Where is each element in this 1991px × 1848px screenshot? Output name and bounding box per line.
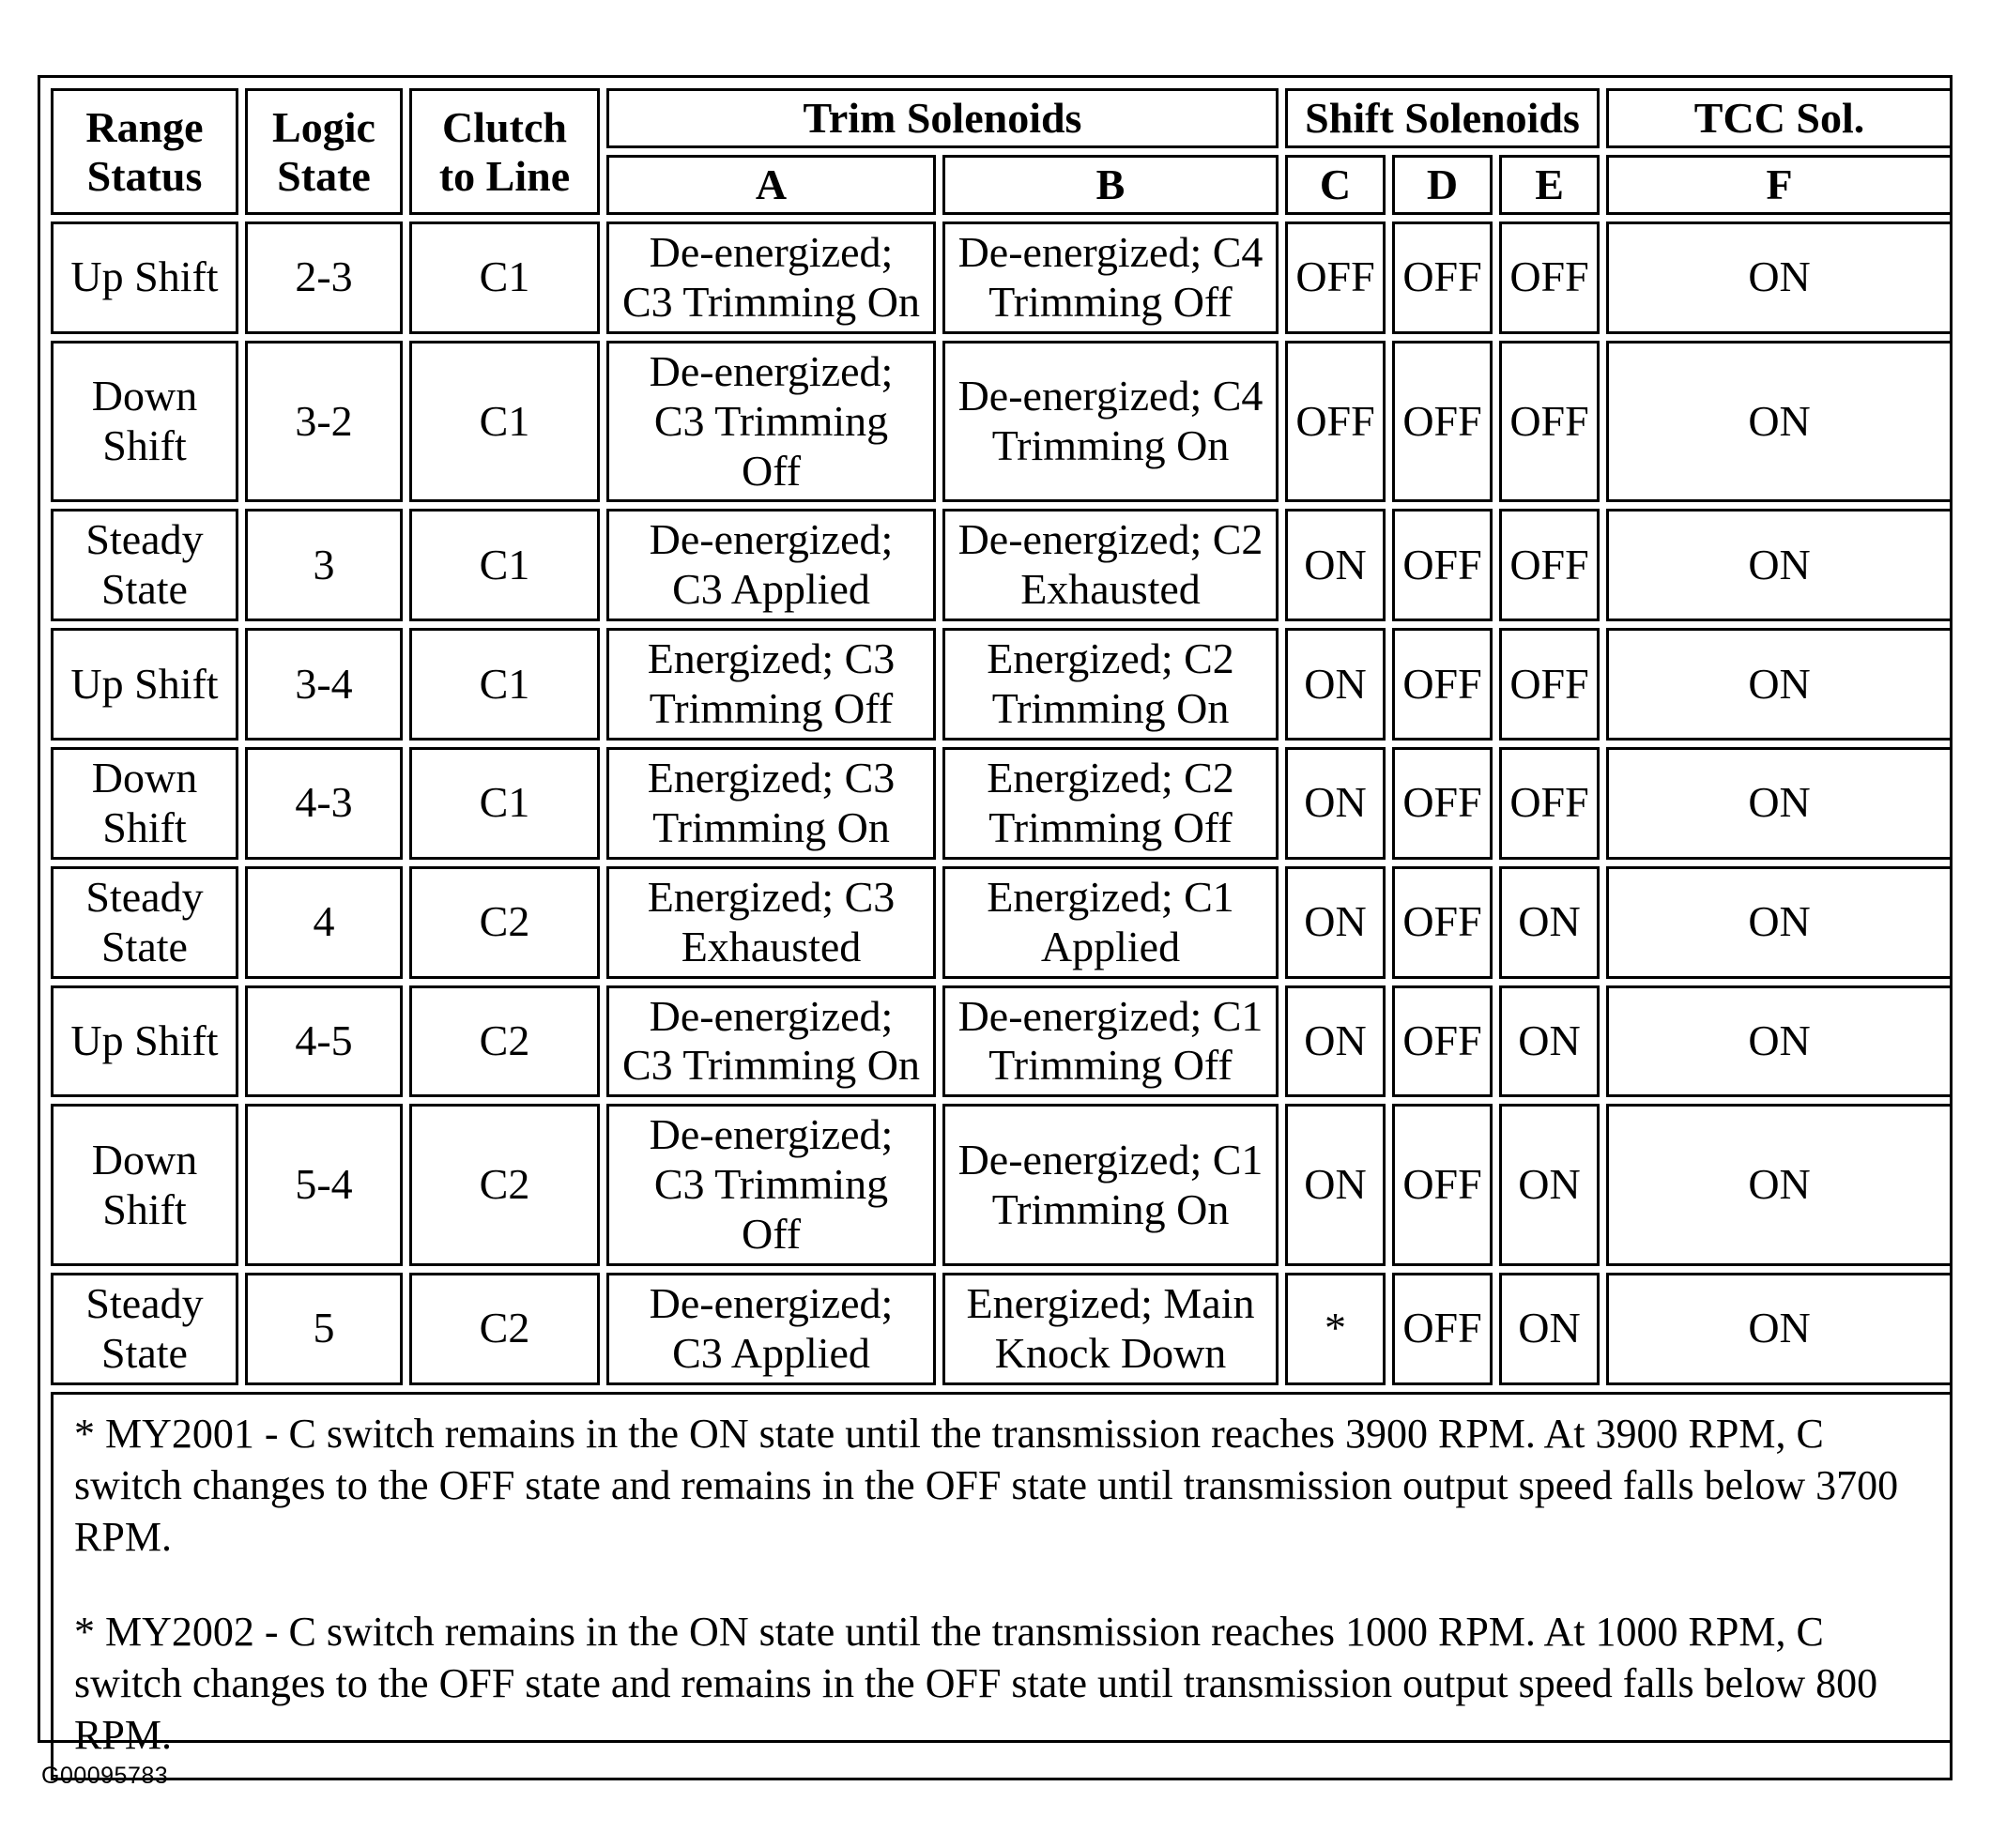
cell-shift-e: ON xyxy=(1499,866,1600,979)
cell-shift-d: OFF xyxy=(1392,747,1493,860)
cell-tcc-f: ON xyxy=(1606,985,1953,1098)
solenoid-state-table xyxy=(44,82,1959,1787)
cell-trim-a: De-energized; C3 Trimming On xyxy=(606,985,936,1098)
cell-shift-d: OFF xyxy=(1392,1104,1493,1266)
header-tcc-f: F xyxy=(1606,155,1953,215)
cell-logic-state: 4-3 xyxy=(245,747,403,860)
header-shift-d: D xyxy=(1392,155,1493,215)
table-row xyxy=(51,747,1953,860)
solenoid-table-frame xyxy=(38,75,1953,1758)
cell-range-status: Up Shift xyxy=(51,221,238,334)
cell-trim-b: De-energized; C2 Exhausted xyxy=(942,509,1279,621)
cell-logic-state: 2-3 xyxy=(245,221,403,334)
cell-trim-a: Energized; C3 Trimming On xyxy=(606,747,936,860)
cell-shift-e: ON xyxy=(1499,1104,1600,1266)
cell-trim-b: De-energized; C4 Trimming Off xyxy=(942,221,1279,334)
cell-shift-e: ON xyxy=(1499,985,1600,1098)
table-row xyxy=(51,1104,1953,1266)
table-row xyxy=(51,866,1953,979)
cell-shift-d: OFF xyxy=(1392,1273,1493,1385)
table-row xyxy=(51,221,1953,334)
header-shift-solenoids: Shift Solenoids xyxy=(1285,88,1600,148)
figure-code: G00095783 xyxy=(41,1763,169,1789)
cell-shift-c: ON xyxy=(1285,866,1386,979)
cell-tcc-f: ON xyxy=(1606,1273,1953,1385)
table-row xyxy=(51,509,1953,621)
header-clutch-to-line: Clutch to Line xyxy=(409,88,600,215)
header-logic-state: Logic State xyxy=(245,88,403,215)
header-trim-a: A xyxy=(606,155,936,215)
header-tcc-sol: TCC Sol. xyxy=(1606,88,1953,148)
header-range-status: Range Status xyxy=(51,88,238,215)
cell-tcc-f: ON xyxy=(1606,628,1953,741)
cell-range-status: Up Shift xyxy=(51,985,238,1098)
table-row xyxy=(51,1273,1953,1385)
cell-trim-b: Energized; C2 Trimming On xyxy=(942,628,1279,741)
header-trim-b: B xyxy=(942,155,1279,215)
cell-clutch-to-line: C2 xyxy=(409,866,600,979)
cell-shift-e: OFF xyxy=(1499,628,1600,741)
cell-trim-a: Energized; C3 Exhausted xyxy=(606,866,936,979)
cell-shift-c: ON xyxy=(1285,628,1386,741)
cell-trim-a: De-energized; C3 Applied xyxy=(606,1273,936,1385)
cell-shift-e: ON xyxy=(1499,1273,1600,1385)
cell-tcc-f: ON xyxy=(1606,509,1953,621)
cell-clutch-to-line: C1 xyxy=(409,628,600,741)
cell-shift-c: ON xyxy=(1285,1104,1386,1266)
cell-trim-b: De-energized; C4 Trimming On xyxy=(942,341,1279,503)
cell-shift-d: OFF xyxy=(1392,221,1493,334)
table-row xyxy=(51,628,1953,741)
cell-range-status: Steady State xyxy=(51,866,238,979)
note-my2001: * MY2001 - C switch remains in the ON state until the transmission reaches 3900 RPM. At 3900 RPM, C switch changes to the OFF state and remains in the OFF state until transmission output speed falls below 3700 RPM. xyxy=(74,1410,1899,1560)
cell-shift-c: ON xyxy=(1285,985,1386,1098)
cell-range-status: Down Shift xyxy=(51,747,238,860)
cell-trim-a: De-energized; C3 Trimming Off xyxy=(606,1104,936,1266)
cell-tcc-f: ON xyxy=(1606,866,1953,979)
cell-logic-state: 4-5 xyxy=(245,985,403,1098)
cell-trim-a: De-energized; C3 Trimming Off xyxy=(606,341,936,503)
cell-shift-e: OFF xyxy=(1499,747,1600,860)
cell-clutch-to-line: C2 xyxy=(409,1273,600,1385)
cell-logic-state: 3 xyxy=(245,509,403,621)
note-my2002: * MY2002 - C switch remains in the ON state until the transmission reaches 1000 RPM. At 1000 RPM, C switch changes to the OFF state and remains in the OFF state until transmission output speed falls below 800 RPM. xyxy=(74,1608,1878,1758)
cell-clutch-to-line: C1 xyxy=(409,341,600,503)
cell-trim-a: Energized; C3 Trimming Off xyxy=(606,628,936,741)
cell-shift-c: ON xyxy=(1285,509,1386,621)
cell-clutch-to-line: C2 xyxy=(409,1104,600,1266)
cell-range-status: Up Shift xyxy=(51,628,238,741)
cell-range-status: Down Shift xyxy=(51,1104,238,1266)
cell-shift-d: OFF xyxy=(1392,866,1493,979)
cell-shift-c: OFF xyxy=(1285,341,1386,503)
cell-range-status: Steady State xyxy=(51,1273,238,1385)
cell-clutch-to-line: C1 xyxy=(409,221,600,334)
cell-shift-d: OFF xyxy=(1392,985,1493,1098)
cell-shift-e: OFF xyxy=(1499,221,1600,334)
cell-logic-state: 3-2 xyxy=(245,341,403,503)
cell-logic-state: 5 xyxy=(245,1273,403,1385)
cell-shift-c: * xyxy=(1285,1273,1386,1385)
cell-logic-state: 3-4 xyxy=(245,628,403,741)
cell-shift-d: OFF xyxy=(1392,628,1493,741)
header-shift-e: E xyxy=(1499,155,1600,215)
cell-tcc-f: ON xyxy=(1606,747,1953,860)
cell-trim-a: De-energized; C3 Trimming On xyxy=(606,221,936,334)
header-shift-c: C xyxy=(1285,155,1386,215)
cell-clutch-to-line: C1 xyxy=(409,747,600,860)
cell-range-status: Down Shift xyxy=(51,341,238,503)
cell-tcc-f: ON xyxy=(1606,1104,1953,1266)
header-trim-solenoids: Trim Solenoids xyxy=(606,88,1279,148)
cell-trim-b: De-energized; C1 Trimming On xyxy=(942,1104,1279,1266)
cell-shift-c: ON xyxy=(1285,747,1386,860)
cell-shift-e: OFF xyxy=(1499,341,1600,503)
cell-clutch-to-line: C2 xyxy=(409,985,600,1098)
cell-shift-d: OFF xyxy=(1392,341,1493,503)
cell-logic-state: 5-4 xyxy=(245,1104,403,1266)
cell-trim-a: De-energized; C3 Applied xyxy=(606,509,936,621)
cell-trim-b: Energized; C1 Applied xyxy=(942,866,1279,979)
table-row xyxy=(51,341,1953,503)
cell-shift-d: OFF xyxy=(1392,509,1493,621)
cell-trim-b: De-energized; C1 Trimming Off xyxy=(942,985,1279,1098)
cell-tcc-f: ON xyxy=(1606,341,1953,503)
cell-shift-e: OFF xyxy=(1499,509,1600,621)
cell-range-status: Steady State xyxy=(51,509,238,621)
cell-trim-b: Energized; C2 Trimming Off xyxy=(942,747,1279,860)
cell-shift-c: OFF xyxy=(1285,221,1386,334)
cell-logic-state: 4 xyxy=(245,866,403,979)
notes-cell xyxy=(51,1392,1953,1780)
cell-tcc-f: ON xyxy=(1606,221,1953,334)
notes-row xyxy=(51,1392,1953,1780)
table-row xyxy=(51,985,1953,1098)
cell-trim-b: Energized; Main Knock Down xyxy=(942,1273,1279,1385)
cell-clutch-to-line: C1 xyxy=(409,509,600,621)
